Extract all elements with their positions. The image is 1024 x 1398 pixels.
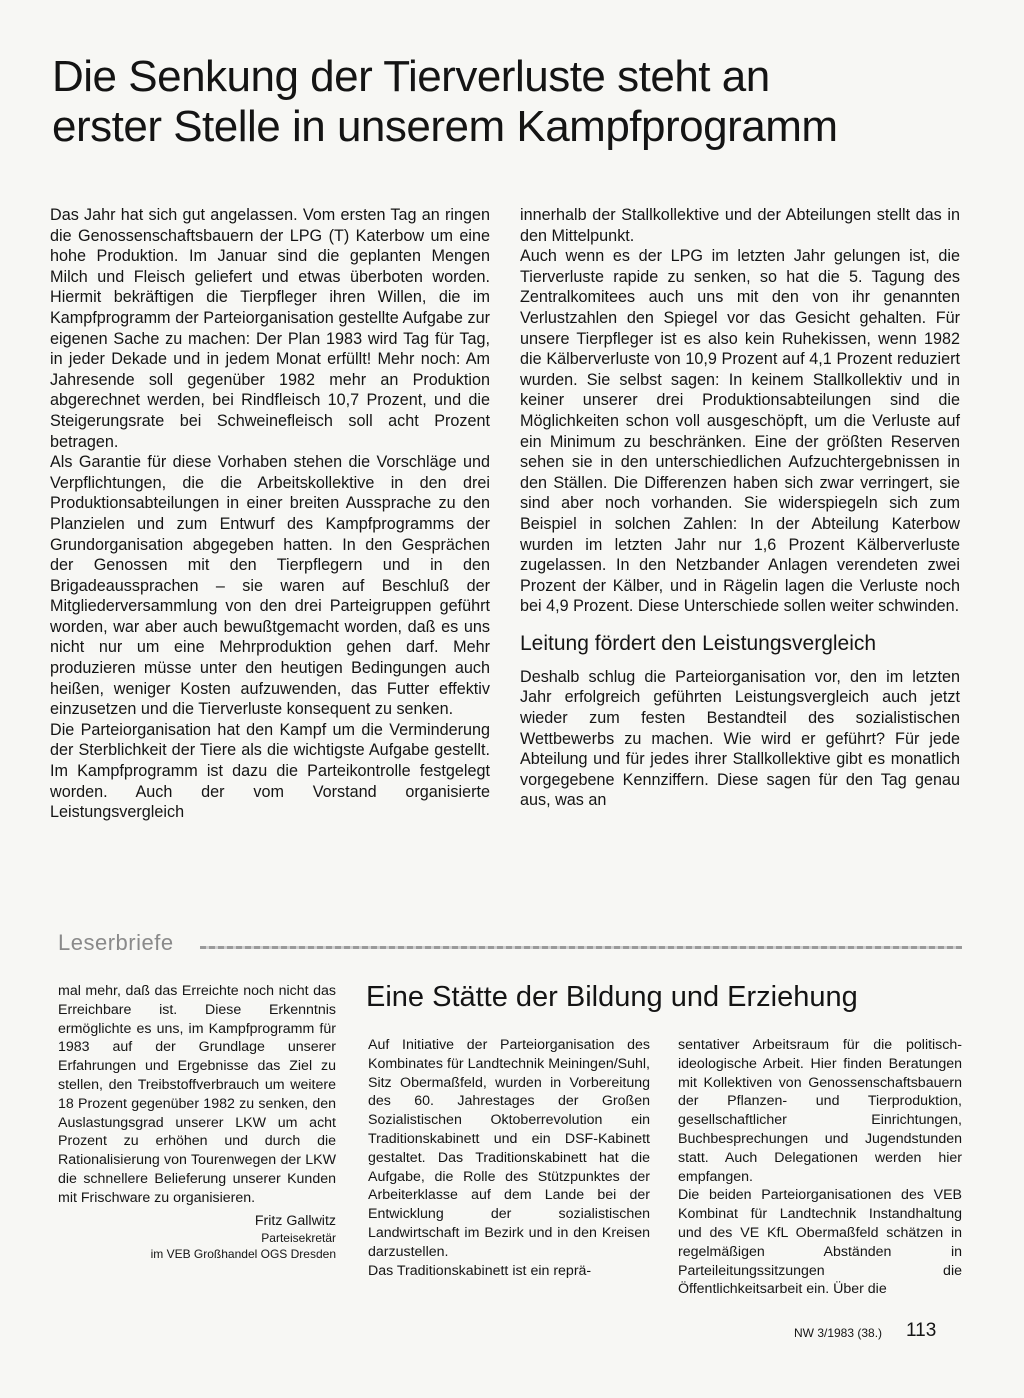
article1-column-1	[50, 205, 490, 823]
headline-line-2: erster Stelle in unserem Kampfprogramm	[52, 102, 838, 151]
section-divider	[200, 946, 962, 949]
section-subheading: Leitung fördert den Leistungsvergleich	[520, 631, 877, 655]
issue-reference: NW 3/1983 (38.)	[794, 1326, 883, 1340]
article2-column-1	[368, 1036, 650, 1280]
paragraph: Als Garantie für diese Vorhaben stehen die Vorschläge und Verpflichtungen, die die Arbeitskollektive in den drei Produktionsabteilungen in einer breiten Aussprache zu den Planzielen und zum Entwurf des Kampfprogramms der Grundorganisation abgegeben hatten. In den Gesprächen der Genossen mit den Tierpflegern und in den Brigadeaussprachen – sie waren auf Beschluß der Mitgliederversammlung von den drei Parteigruppen geführt worden, war aber auch bewußtgemacht worden, daß es uns nicht nur um eine Mehrproduktion gehen darf. Mehr produzieren müsse unter den heutigen Bedingungen auch heißen, weniger Kosten aufzuwenden, das Futter effektiv einzusetzen und die Tierverluste konsequent zu senken.	[50, 453, 490, 719]
article2-column-2	[678, 1036, 962, 1299]
page-title	[52, 52, 972, 152]
paragraph: sentativer Arbeitsraum für die politisch-ideologische Arbeit. Hier finden Beratungen mit Kollektiven von Genossenschaftsbauern der Pflanzen- und Tierproduktion, gesellschaftlicher Einrichtungen, Buchbesprechungen und Jugendstunden statt. Auch Delegationen werden hier empfangen.	[678, 1037, 962, 1185]
letter-text: mal mehr, daß das Erreichte noch nicht das Erreichbare ist. Diese Erkenntnis ermöglichte es uns, im Kampfprogramm für 1983 auf der Grundlage unserer Erfahrungen und Ergebnisse das Ziel zu stellen, den Treibstoffverbrauch um weitere 18 Prozent gegenüber 1982 zu senken, den Auslastungsgrad unserer LKW um acht Prozent zu erhöhen und durch die Rationalisierung von Tourenwegen der LKW die schnellere Belieferung unserer Kunden mit Frischware zu organisieren.	[58, 983, 336, 1206]
paragraph: Auch wenn es der LPG im letzten Jahr gelungen ist, die Tierverluste rapide zu senken, so hat die 5. Tagung des Zentralkomitees auch uns mit den von ihr genannten Verlustzahlen den Spiegel vor das Gesicht gehalten. Für unsere Tierpfleger ist es also kein Ruhekissen, wenn 1982 die Kälberverluste von 10,9 Prozent auf 4,1 Prozent reduziert wurden. Sie selbst sagen: In keinem Stallkollektiv und in keiner unserer drei Produktionsabteilungen sind die Möglichkeiten schon voll ausgeschöpft, um die Verluste auf ein Minimum zu beschränken. Eine der größten Reserven sehen sie in den unterschiedlichen Aufzuchtergebnissen in den Ställen. Die Differenzen haben sich zwar verringert, sie sind aber noch vorhanden. Sie widerspiegeln sich zum Beispiel in solchen Zahlen: In der Abteilung Katerbow wurden im letzten Jahr nur 1,6 Prozent Kälberverluste zugelassen. In den Netzbander Anlagen verendeten zwei Prozent der Kälber, und in Rägelin lagen die Verluste noch bei 4,9 Prozent. Diese Unterschiede sollen weiter schwinden.	[520, 247, 960, 616]
headline-line-1: Die Senkung der Tierverluste steht an	[52, 52, 770, 101]
page-number: 113	[906, 1320, 937, 1341]
letter-author-role: Parteisekretär	[261, 1231, 336, 1246]
paragraph: Die beiden Parteiorganisationen des VEB Kombinat für Landtechnik Instandhaltung und des VE KfL Obermaßfeld schätzen in regelmäßigen Abständen in Parteileitungssitzungen die Öffentlichkeitsarbeit ein. Über die	[678, 1187, 962, 1298]
paragraph: Auf Initiative der Parteiorganisation des Kombinates für Landtechnik Meiningen/Suhl, Sitz Obermaßfeld, wurden in Vorbereitung des 60. Jahrestages der Großen Sozialistischen Oktoberrevolution ein Traditionskabinett und ein DSF-Kabinett gestaltet. Das Traditionskabinett hat die Aufgabe, die Rolle des Stützpunktes der Arbeiterklasse auf dem Lande bei der Entwicklung der sozialistischen Landwirtschaft im Bezirk und in den Kreisen darzustellen.	[368, 1037, 650, 1260]
letter-author-org: im VEB Großhandel OGS Dresden	[150, 1247, 336, 1262]
section-label-leserbriefe: Leserbriefe	[58, 930, 174, 955]
reader-letter	[58, 982, 336, 1262]
paragraph: Das Jahr hat sich gut angelassen. Vom ersten Tag an ringen die Genossenschaftsbauern der LPG (T) Katerbow um eine hohe Produktion. Im Januar sind die geplanten Mengen Milch und Fleisch geliefert und etwas überboten worden. Hiermit bekräftigen die Tierpfleger ihren Willen, die im Kampfprogramm der Parteiorganisation gestellte Aufgabe zur eigenen Sache zu machen: Der Plan 1983 wird Tag für Tag, in jeder Dekade und in jedem Monat erfüllt! Mehr noch: Am Jahresende soll gegenüber 1982 mehr an Produktion abgerechnet werden, bei Rindfleisch 10,7 Prozent, und die Steigerungsrate bei Schweinefleisch soll acht Prozent betragen.	[50, 206, 490, 451]
paragraph: Das Traditionskabinett ist ein reprä-	[368, 1262, 592, 1279]
article1-column-2	[520, 205, 960, 811]
paragraph: Die Parteiorganisation hat den Kampf um die Verminderung der Sterblichkeit der Tiere als die wichtigste Aufgabe gestellt. Im Kampfprogramm ist dazu die Parteikontrolle festgelegt worden. Auch der vom Vorstand organisierte Leistungsvergleich	[50, 720, 490, 822]
paragraph: Deshalb schlug die Parteiorganisation vor, den im letzten Jahr erfolgreich geführten Leistungsvergleich auch jetzt wieder zum festen Bestandteil des sozialistischen Wettbewerbs zu machen. Wie wird er geführt? Für jede Abteilung und für jedes ihrer Stallkollektive gibt es monatlich vorgegebene Kennziffern. Diese sagen für den Tag genau aus, was an	[520, 667, 960, 810]
letter-author: Fritz Gallwitz	[254, 1212, 336, 1229]
paragraph: innerhalb der Stallkollektive und der Abteilungen stellt das in den Mittelpunkt.	[520, 206, 960, 245]
article2-headline: Eine Stätte der Bildung und Erziehung	[366, 981, 858, 1013]
